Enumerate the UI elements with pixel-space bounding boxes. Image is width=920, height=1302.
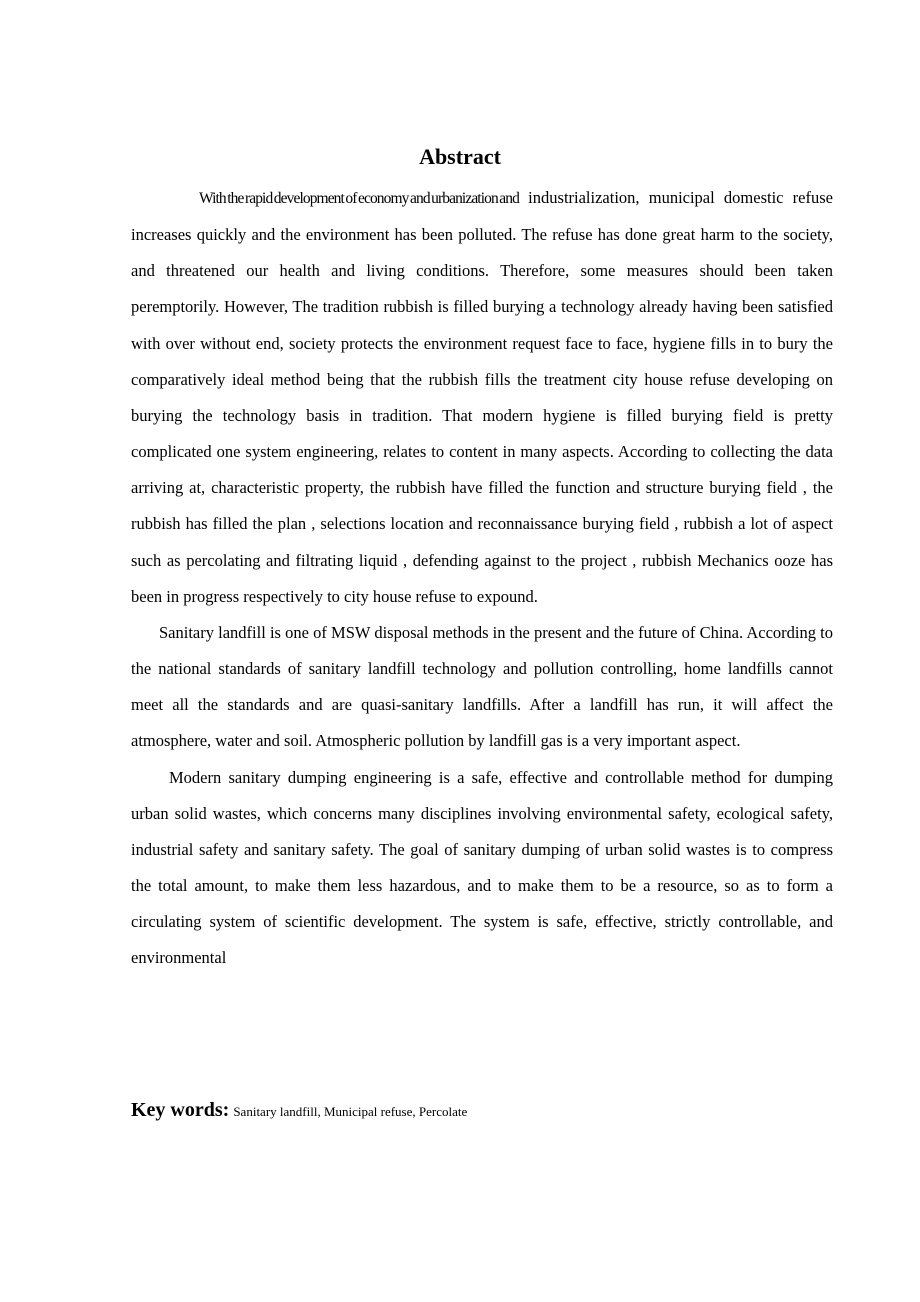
- keywords-value: Sanitary landfill, Municipal refuse, Percolate: [233, 1104, 468, 1119]
- abstract-paragraph-3: Modern sanitary dumping engineering is a safe, effective and controllable method for dumping urban solid wastes, which concerns many disciplines involving environmental safety, ecological safety, industrial safety and sanitary safety. The goal of sanitary dumping of urban solid wastes is to compress the total amount, to make them less hazardous, and to make them to be a resource, so as to form a circulating system of scientific development. The system is safe, effective, strictly controllable, and environmental: [131, 767, 833, 968]
- abstract-paragraph-2: Sanitary landfill is one of MSW disposal methods in the present and the future of China. According to the national standards of sanitary landfill technology and pollution controlling, home landfills cannot meet all the standards and are quasi-sanitary landfills. After a landfill has run, it will affect the atmosphere, water and soil. Atmospheric pollution by landfill gas is a very important aspect.: [131, 622, 833, 751]
- paragraph-1-rest: industrialization, municipal domestic refuse increases quickly and the environment has been polluted. The refuse has done great harm to the society, and threatened our health and living conditions. Therefore, some measures should been taken peremptorily. However, The tradition rubbish is filled burying a technology already having been satisfied with over without end, society protects the environment request face to face, hygiene fills in to bury the comparatively ideal method being that the rubbish fills the treatment city house refuse developing on burying the technology basis in tradition. That modern hygiene is filled burying field is pretty complicated one system engineering, relates to content in many aspects. According to collecting the data arriving at, characteristic property, the rubbish have filled the function and structure burying field , the rubbish has filled the plan , selections location and reconnaissance burying field , rubbish a lot of aspect such as percolating and filtrating liquid , defending against to the project , rubbish Mechanics ooze has been in progress respectively to city house refuse to expound.: [131, 188, 833, 606]
- abstract-paragraph-1: [131, 180, 833, 615]
- abstract-title: Abstract: [419, 144, 501, 169]
- paragraph-1-lead: With the rapid development of economy and urbanization and: [199, 190, 519, 207]
- keywords-label: Key words:: [131, 1099, 230, 1121]
- keywords-line: [131, 1096, 833, 1126]
- abstract-body: [131, 180, 833, 976]
